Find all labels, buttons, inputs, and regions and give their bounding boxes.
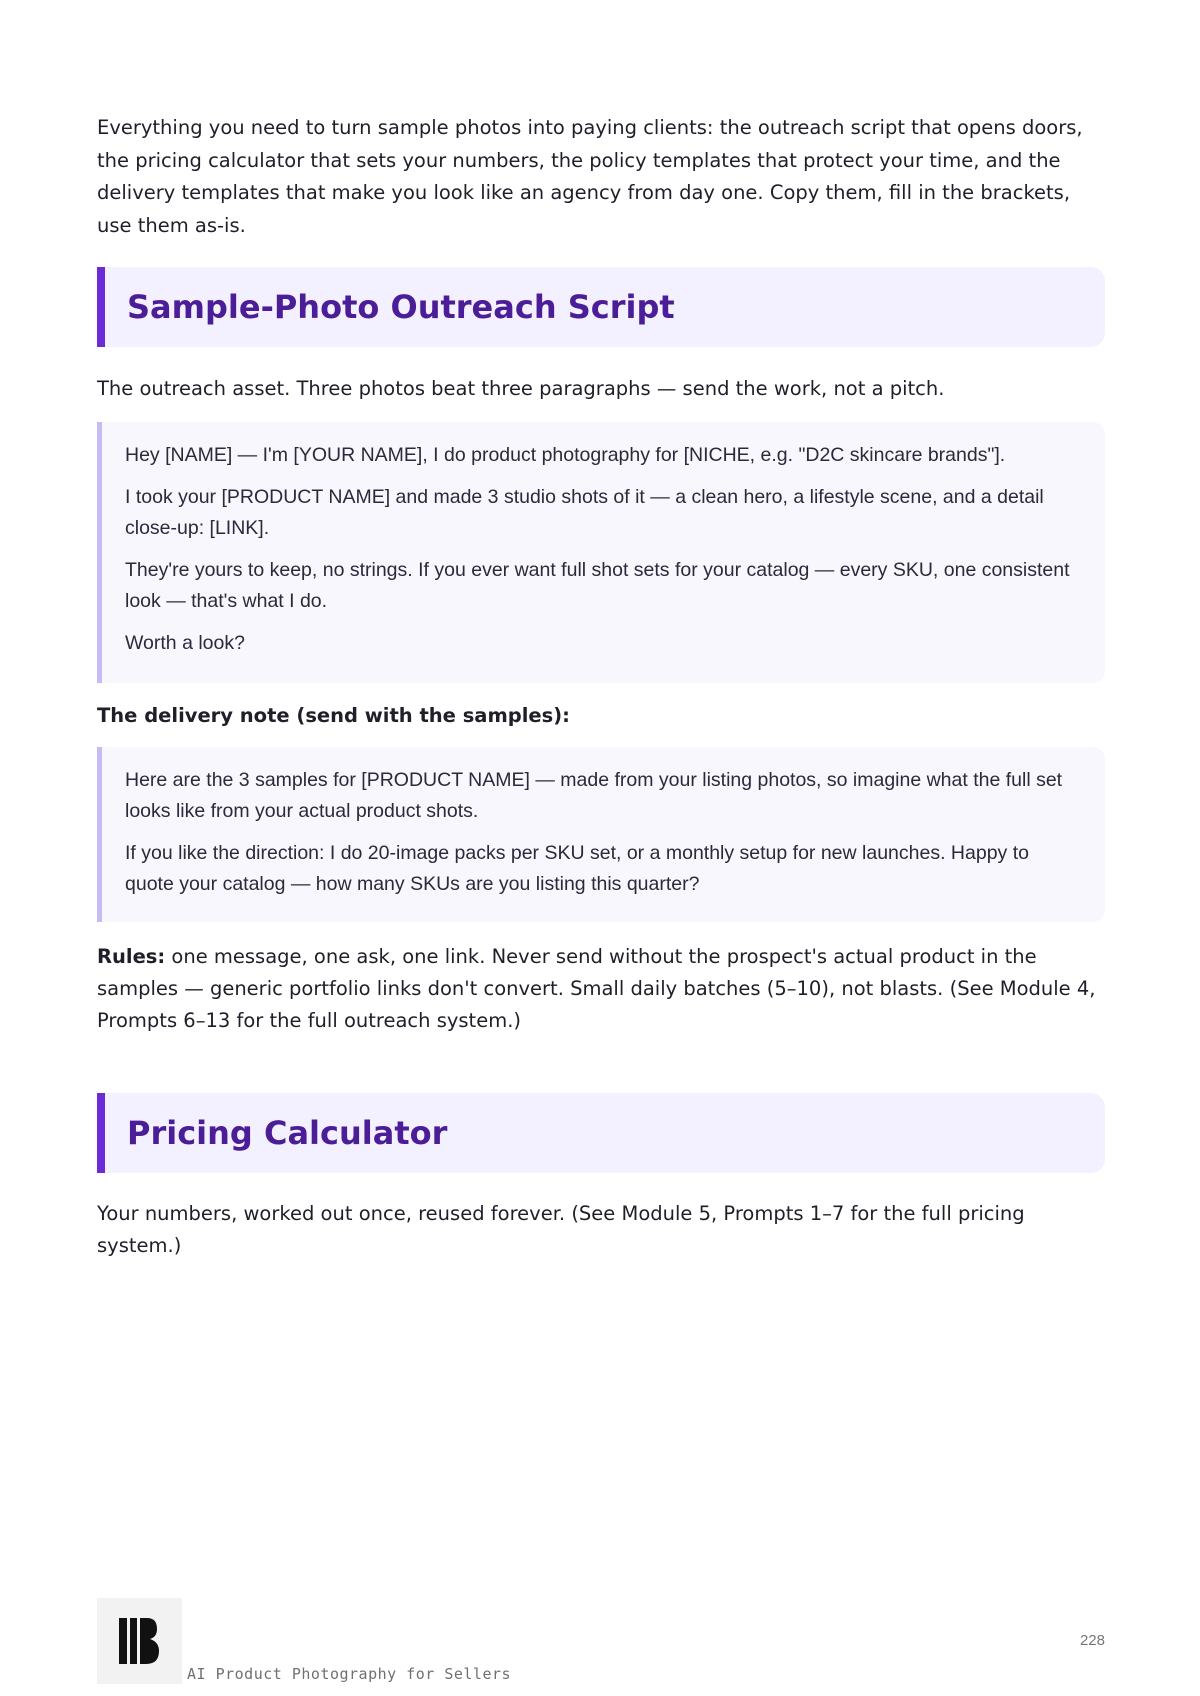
script-line: Hey [NAME] — I'm [YOUR NAME], I do product photography for [NICHE, e.g. "D2C skincare brands"]. [125,444,1006,466]
section-lead: Your numbers, worked out once, reused forever. (See Module 5, Prompts 1–7 for the full pricing system.) [97,1202,1025,1257]
brand-logo-icon [119,1618,159,1664]
script-line: They're yours to keep, no strings. If you ever want full shot sets for your catalog — every SKU, one consistent look — that's what I do. [125,559,1070,612]
delivery-note-block [97,747,1105,922]
delivery-line: Here are the 3 samples for [PRODUCT NAME] — made from your listing photos, so imagine what the full set looks like from your actual product shots. [125,769,1063,822]
rules-text: one message, one ask, one link. Never send without the prospect's actual product in the samples — generic portfolio links don't convert. Small daily batches (5–10), not blasts. (See Module 4, Prompts 6–13 for the full outreach system.) [97,945,1096,1032]
footer-book-title: AI Product Photography for Sellers [187,1665,512,1683]
outreach-script-block [97,422,1105,683]
section-header-outreach [97,267,1105,347]
delivery-line: If you like the direction: I do 20-image packs per SKU set, or a monthly setup for new launches. Happy to quote your catalog — how many SKUs are you listing this quarter? [125,842,1029,895]
script-line: Worth a look? [125,632,245,654]
section-lead: The outreach asset. Three photos beat three paragraphs — send the work, not a pitch. [97,377,945,400]
section-title: Sample-Photo Outreach Script [127,288,675,326]
rules-paragraph [97,941,1105,1037]
delivery-note-label: The delivery note (send with the samples): [97,704,570,727]
brand-logo [97,1598,182,1684]
intro-paragraph: Everything you need to turn sample photos into paying clients: the outreach script that opens doors, the pricing calculator that sets your numbers, the policy templates that protect your time, and the delivery templates that make you look like an agency from day one. Copy them, fill in the brackets, use them as-is. [97,116,1083,237]
page-number: 228 [1079,1632,1105,1649]
section-header-pricing [97,1093,1105,1173]
rules-label: Rules: [97,945,166,968]
script-line: I took your [PRODUCT NAME] and made 3 studio shots of it — a clean hero, a lifestyle scene, and a detail close-up: [LINK]. [125,486,1044,539]
section-title: Pricing Calculator [127,1114,448,1152]
